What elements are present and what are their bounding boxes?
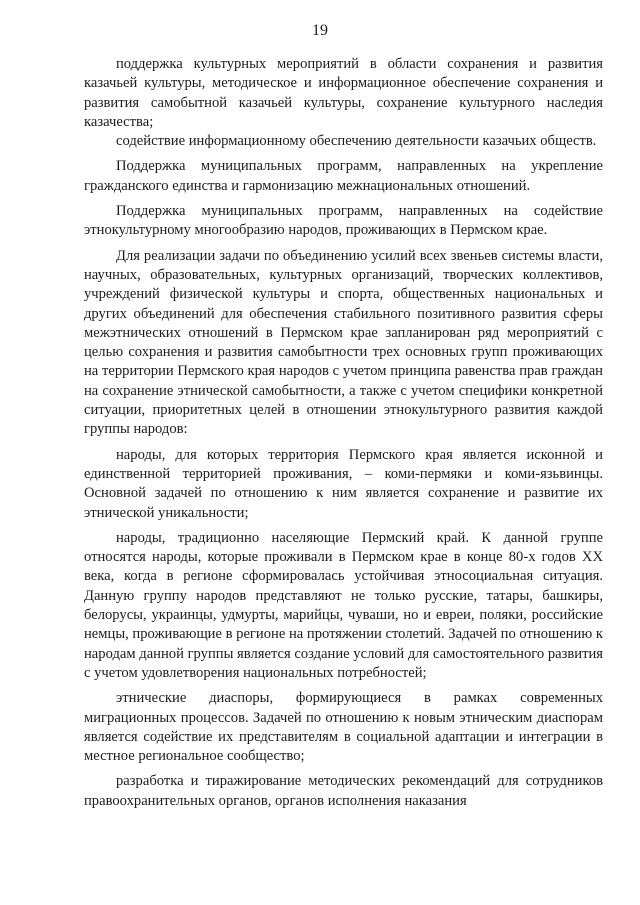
document-body	[84, 55, 603, 811]
paragraph-traditional-peoples: народы, традиционно населяющие Пермский край. К данной группе относятся народы, которые проживали в Пермском крае в конце 80-х годов XX века, когда в регионе сформировалась устойчивая этносоциальная ситуация. Данную группу народов представляют не только русские, татары, башкиры, белорусы, украинцы, удмурты, марийцы, чуваши, но и евреи, поляки, российские немцы, проживающие в регионе на протяжении столетий. Задачей по отношению к народам данной группы является создание условий для самостоятельного развития с учетом удовлетворения национальных потребностей;	[84, 529, 603, 681]
paragraph-methodical-recommendations: разработка и тиражирование методических рекомендаций для сотрудников правоохранительных органов, органов исполнения наказания	[84, 773, 603, 809]
paragraph-ethnocultural-diversity-programs: Поддержка муниципальных программ, направленных на содействие этнокультурному многообразию народов, проживающих в Пермском крае.	[84, 203, 603, 239]
paragraph-civic-unity-programs: Поддержка муниципальных программ, направленных на укрепление гражданского единства и гармонизацию межнациональных отношений.	[84, 158, 603, 194]
page-number: 19	[312, 22, 328, 39]
paragraph-indigenous-peoples: народы, для которых территория Пермского края является исконной и единственной территорией проживания, – коми-пермяки и коми-язьвинцы. Основной задачей по отношению к ним является сохранение и развитие их этнической уникальности;	[84, 446, 603, 521]
paragraph-cossack-information-support: содействие информационному обеспечению деятельности казачьих обществ.	[116, 133, 597, 150]
paragraph-task-implementation: Для реализации задачи по объединению усилий всех звеньев системы власти, научных, образовательных, культурных организаций, творческих коллективов, учреждений физической культуры и спорта, общественных национальных и других объединений для обеспечения стабильного позитивного развития сферы межэтнических отношений в Пермском крае запланирован ряд мероприятий с целью сохранения и развития самобытности трех основных групп проживающих на территории Пермского края народов с учетом принципа равенства прав граждан на сохранение этнической самобытности, а также с учетом специфики конкретной ситуации, приоритетных целей в отношении этнокультурного развития каждой группы народов:	[84, 247, 603, 438]
paragraph-ethnic-diasporas: этнические диаспоры, формирующиеся в рамках современных миграционных процессов. Задачей по отношению к новым этническим диаспорам является содействие их представителям в социальной адаптации и интеграции в местное региональное сообщество;	[84, 690, 603, 765]
paragraph-cossack-culture-support: поддержка культурных мероприятий в области сохранения и развития казачьей культуры, методическое и информационное обеспечение сохранения и развития самобытной казачьей культуры, сохранение культурного наследия казачества;	[84, 56, 603, 130]
